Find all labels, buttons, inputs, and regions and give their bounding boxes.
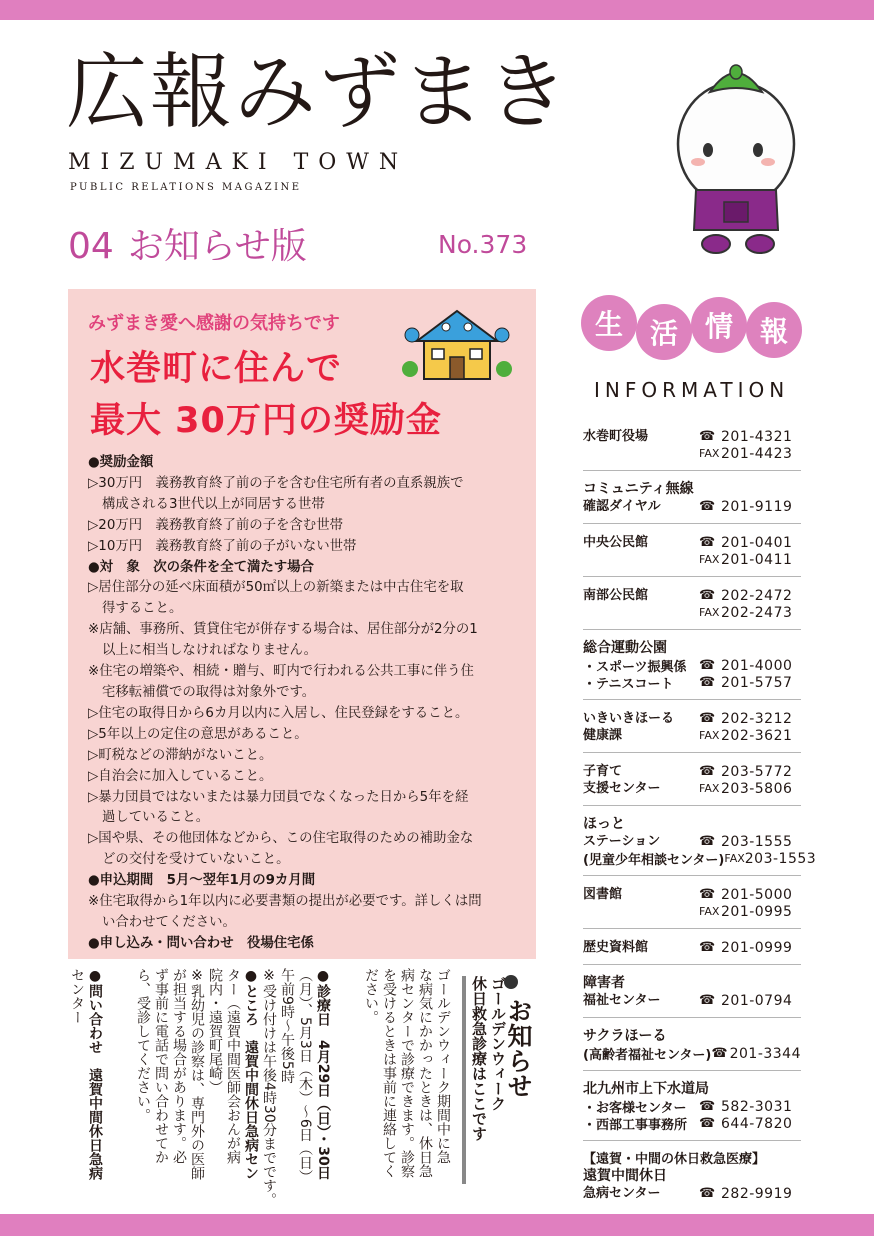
- notice-text-column: 病センターで診療できます。診察: [399, 968, 415, 1178]
- issue-number: No.373: [438, 230, 528, 259]
- feature-line: どの交付を受けていないこと。: [102, 852, 290, 868]
- fax-icon: FAX: [699, 606, 720, 619]
- directory-entry: 歴史資料館 ☎ 201-0999: [583, 929, 801, 965]
- feature-line: ▷20万円 義務教育終了前の子を含む世帯: [88, 517, 343, 533]
- feature-lead: みずまき愛へ感謝の気持ちです: [88, 313, 340, 334]
- notice-text-column: 院内・遠賀町尾崎）: [207, 968, 223, 1094]
- phone-icon: ☎: [699, 1186, 716, 1201]
- phone-icon: ☎: [699, 887, 716, 902]
- feature-body: [88, 453, 520, 955]
- directory-entry: 中央公民館 ☎ 201-0401 FAX 201-0411: [583, 524, 801, 577]
- notice-text-column: （月）、5月3日（木）～6日（日）: [297, 968, 313, 1184]
- info-circle: 情: [691, 297, 747, 353]
- feature-line: ●申込期間 5月～翌年1月の9カ月間: [88, 873, 316, 889]
- notice-text-column: ●診療日 4月29日（日）・30日: [315, 968, 331, 1180]
- feature-line: 以上に相当しなければなりません。: [102, 643, 318, 659]
- info-circle: 生: [581, 295, 637, 351]
- directory-entry: コミュニティ無線 確認ダイヤル ☎ 201-9119: [583, 471, 801, 524]
- notice-text-column: センター: [69, 968, 85, 1024]
- top-color-band: [0, 0, 874, 20]
- phone-icon: ☎: [699, 675, 716, 690]
- feature-line: ●奨励金額: [88, 455, 154, 470]
- directory-entry: 水巻町役場 ☎ 201-4321 FAX 201-4423: [583, 418, 801, 471]
- directory-entry: 図書館 ☎ 201-5000 FAX 201-0995: [583, 876, 801, 929]
- fax-icon: FAX: [699, 729, 720, 742]
- issue-heading: [68, 218, 307, 269]
- phone-directory: [583, 418, 817, 1210]
- directory-entry: 南部公民館 ☎ 202-2472 FAX 202-2473: [583, 577, 801, 630]
- phone-icon: ☎: [699, 535, 716, 550]
- phone-icon: ☎: [699, 658, 716, 673]
- info-circle: 報: [746, 302, 802, 358]
- fax-icon: FAX: [699, 447, 720, 460]
- feature-line: ▷国や県、その他団体などから、この住宅取得のための補助金な: [88, 831, 474, 847]
- mascot-illustration: [666, 62, 806, 262]
- directory-entry: サクラほーる (高齢者福祉センター) ☎ 201-3344: [583, 1018, 801, 1071]
- feature-line: 過していること。: [102, 810, 210, 826]
- fax-icon: FAX: [699, 905, 720, 918]
- phone-icon: ☎: [699, 711, 716, 726]
- emergency-title: 【遠賀・中間の休日救急医療】: [583, 1152, 766, 1167]
- phone-icon: ☎: [699, 588, 716, 603]
- notice-text-column: ※乳幼児の診察は、専門外の医師: [189, 968, 205, 1180]
- notice-text-column: ター（遠賀中間医師会おんが病: [225, 968, 241, 1164]
- feature-line: ※店舗、事務所、賃貸住宅が併存する場合は、居住部分が2分の1: [88, 622, 478, 638]
- phone-icon: ☎: [699, 429, 716, 444]
- notice-subheading: ゴールデンウィーク 休日救急診療はここです: [462, 976, 507, 1184]
- notice-text-column: 午前9時～午後5時: [279, 968, 295, 1084]
- fax-icon: FAX: [724, 852, 745, 865]
- feature-line: ▷暴力団員ではないまたは暴力団員でなくなった日から5年を経: [88, 789, 469, 805]
- notice-text-column: ●ところ 遠賀中間休日急病セン: [243, 968, 259, 1180]
- feature-line: ▷居住部分の延べ床面積が50㎡以上の新築または中古住宅を取: [88, 580, 464, 596]
- feature-line: 宅移転補償での取得は対象外です。: [102, 684, 316, 700]
- directory-entry: ほっと ステーション ☎ 203-1555 (児童少年相談センター) FAX 203-1553: [583, 806, 801, 876]
- feature-headline-line2: 最大 30万円の奨励金: [90, 401, 442, 441]
- feature-line: 構成される3世代以上が同居する世帯: [102, 496, 325, 512]
- magazine-title: 広報みずまき: [66, 45, 571, 140]
- issue-month: 04: [68, 226, 114, 267]
- feature-headline-line1: 水巻町に住んで: [90, 349, 343, 389]
- phone-icon: ☎: [699, 834, 716, 849]
- issue-label: お知らせ版: [127, 226, 307, 267]
- notice-text-column: ら、受診してください。: [135, 968, 151, 1122]
- feature-line: い合わせてください。: [102, 914, 236, 930]
- notice-section: [64, 968, 538, 1208]
- notice-text-column: な病気にかかったときは、休日急: [417, 968, 433, 1178]
- feature-line: ▷30万円 義務教育終了前の子を含む住宅所有者の直系親族で: [88, 475, 464, 491]
- notice-text-column: が担当する場合があります。必: [171, 968, 187, 1164]
- directory-entry: 子育て ☎ 203-5772 支援センター FAX 203-5806: [583, 753, 801, 806]
- feature-line: ●対 象 次の条件を全て満たす場合: [88, 559, 314, 575]
- notice-text-column: ださい。: [363, 968, 379, 1024]
- feature-line: ▷10万円 義務教育終了前の子がいない世帯: [88, 538, 357, 554]
- fax-icon: FAX: [699, 553, 720, 566]
- emergency-entry: 【遠賀・中間の休日救急医療】 遠賀中間休日 急病センター ☎ 282-9919: [583, 1141, 801, 1210]
- notice-text-column: を受けるときは事前に連絡してく: [381, 968, 397, 1178]
- feature-line: ▷5年以上の定住の意思があること。: [88, 726, 308, 742]
- info-circle: 活: [636, 304, 692, 360]
- subsidy-feature-box: [68, 289, 536, 959]
- directory-entry: いきいきほーる ☎ 202-3212 健康課 FAX 202-3621: [583, 700, 801, 753]
- notice-text-column: ず事前に電話で問い合わせてか: [153, 968, 169, 1164]
- phone-icon: ☎: [699, 940, 716, 955]
- feature-line: ※住宅の増築や、相続・贈与、町内で行われる公共工事に伴う住: [88, 664, 474, 680]
- directory-entry: 障害者 福祉センター ☎ 201-0794: [583, 965, 801, 1018]
- magazine-title-english: MIZUMAKI TOWN: [68, 150, 409, 175]
- fax-icon: FAX: [699, 782, 720, 795]
- house-illustration: [402, 305, 512, 385]
- feature-line: ▷自治会に加入していること。: [88, 768, 273, 784]
- phone-icon: ☎: [699, 499, 716, 514]
- bottom-color-band: [0, 1214, 874, 1236]
- phone-icon: ☎: [699, 993, 716, 1008]
- feature-line: ▷町税などの滞納がないこと。: [88, 747, 273, 763]
- magazine-subtitle: PUBLIC RELATIONS MAGAZINE: [70, 182, 302, 193]
- feature-line: 得すること。: [102, 601, 183, 617]
- feature-line: ▷住宅の取得日から6カ月以内に入居し、住民登録をすること。: [88, 705, 469, 721]
- directory-entry: 総合運動公園 ・スポーツ振興係 ☎ 201-4000 ・テニスコート ☎ 201-5757: [583, 630, 801, 700]
- phone-icon: ☎: [699, 764, 716, 779]
- notice-text-column: ●問い合わせ 遠賀中間休日急病: [87, 968, 103, 1180]
- notice-text-column: ※受け付けは午後4時30分までです。: [261, 968, 277, 1207]
- phone-icon: ☎: [699, 1116, 716, 1131]
- phone-icon: ☎: [699, 1099, 716, 1114]
- directory-entry: 北九州市上下水道局 ・お客様センター ☎ 582-3031 ・西部工事事務所 ☎ 644-7820: [583, 1071, 801, 1141]
- notice-text-column: ゴールデンウィーク期間中に急: [435, 968, 451, 1164]
- phone-icon: ☎: [711, 1046, 728, 1061]
- notice-heading: お知らせ: [504, 998, 533, 1098]
- feature-line: ※住宅取得から1年以内に必要書類の提出が必要です。詳しくは問: [88, 894, 482, 910]
- feature-line: ●申し込み・問い合わせ 役場住宅係: [88, 935, 314, 951]
- info-label: INFORMATION: [594, 378, 790, 402]
